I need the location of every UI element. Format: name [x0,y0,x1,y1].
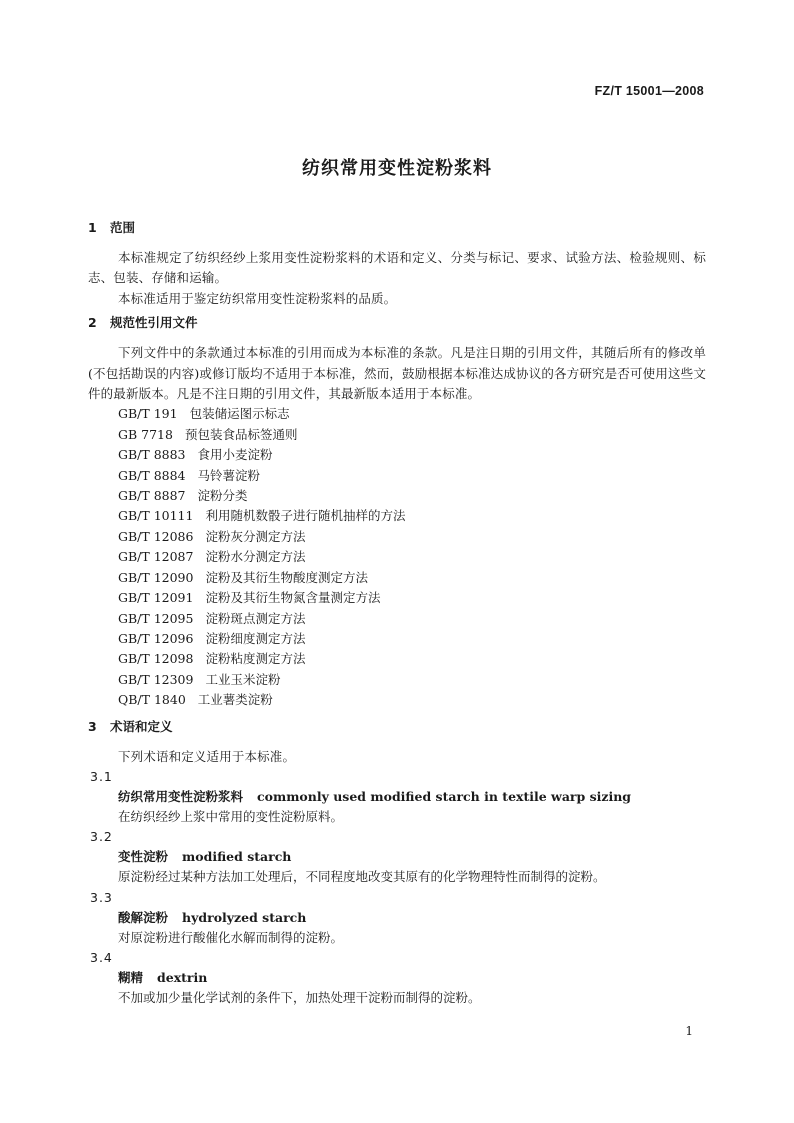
reference-item [118,445,706,465]
reference-item [118,609,706,629]
reference-item [118,568,706,588]
reference-title: 淀粉分类 [197,488,248,504]
reference-item [118,649,706,669]
reference-title: 包装储运图示标志 [189,406,290,422]
reference-code: GB/T 12086 [118,528,194,544]
section-number: 1 [88,220,97,235]
section-title: 范围 [110,220,136,235]
reference-title: 利用随机数骰子进行随机抽样的方法 [205,508,406,524]
reference-list [88,404,706,710]
reference-code: QB/T 1840 [118,692,186,708]
reference-title: 淀粉水分测定方法 [205,549,306,565]
reference-code: GB/T 8887 [118,488,186,504]
reference-code: GB/T 12090 [118,569,194,585]
section-1-paragraph: 本标准规定了纺织经纱上浆用变性淀粉浆料的术语和定义、分类与标记、要求、试验方法、检验规则、标志、包装、存储和运输。 [88,250,706,286]
reference-item [118,486,706,506]
term-zh: 变性淀粉 [118,849,169,865]
section-1-heading [88,218,706,238]
term-en: modified starch [182,849,292,865]
term-name [88,968,706,988]
reference-title: 淀粉细度测定方法 [205,630,306,646]
term-definition: 对原淀粉进行酸催化水解而制得的淀粉。 [118,929,344,945]
reference-code: GB/T 12095 [118,610,194,626]
reference-code: GB/T 12091 [118,590,194,606]
term-en: hydrolyzed starch [182,909,307,925]
reference-title: 马铃薯淀粉 [197,467,261,483]
reference-title: 工业薯类淀粉 [197,692,273,708]
reference-code: GB/T 191 [118,406,178,422]
term-name [88,787,706,807]
section-3-heading [88,717,706,737]
reference-item [118,404,706,424]
reference-code: GB/T 8884 [118,467,186,483]
reference-title: 预包装食品标签通则 [184,426,298,442]
section-title: 规范性引用文件 [110,315,198,331]
reference-item [118,690,706,710]
term-definition: 不加或加少量化学试剂的条件下，加热处理干淀粉而制得的淀粉。 [118,990,481,1006]
section-title: 术语和定义 [110,718,173,734]
reference-code: GB/T 12096 [118,630,194,646]
reference-title: 淀粉斑点测定方法 [205,610,306,626]
document-title: 纺织常用变性淀粉浆料 [302,158,492,179]
reference-item [118,670,706,690]
reference-code: GB/T 12098 [118,651,194,667]
reference-title: 工业玉米淀粉 [205,671,281,687]
term-number: 3.2 [90,829,113,845]
document-body [88,218,706,1009]
page-number: 1 [685,1024,693,1038]
reference-title: 淀粉灰分测定方法 [205,528,306,544]
reference-item [118,588,706,608]
reference-item [118,466,706,486]
reference-code: GB/T 12087 [118,549,194,565]
section-number: 2 [88,315,97,331]
section-3-intro: 下列术语和定义适用于本标准。 [118,748,296,764]
term-number: 3.4 [90,950,113,966]
reference-item [118,629,706,649]
reference-title: 淀粉及其衍生物氮含量测定方法 [205,590,381,606]
reference-title: 淀粉及其衍生物酸度测定方法 [205,569,368,585]
reference-item [118,547,706,567]
term-number: 3.1 [90,768,113,784]
term-zh: 纺织常用变性淀粉浆料 [118,788,244,804]
reference-item [118,425,706,445]
reference-code: GB/T 12309 [118,671,194,687]
section-1-paragraph: 本标准适用于鉴定纺织常用变性淀粉浆料的品质。 [118,290,397,306]
reference-item [118,506,706,526]
reference-code: GB/T 8883 [118,447,186,463]
term-zh: 酸解淀粉 [118,909,169,925]
term-zh: 糊精 [118,970,144,986]
reference-item [118,527,706,547]
reference-code: GB/T 10111 [118,508,194,524]
term-name [88,847,706,867]
reference-title: 淀粉粘度测定方法 [205,651,306,667]
reference-title: 食用小麦淀粉 [197,447,273,463]
term-number: 3.3 [90,889,113,905]
reference-code: GB 7718 [118,426,173,442]
term-en: commonly used modified starch in textile warp sizing [257,788,632,804]
section-2-heading [88,313,706,333]
standard-code: FZ/T 15001—2008 [594,84,704,98]
term-definition: 原淀粉经过某种方法加工处理后，不同程度地改变其原有的化学物理特性而制得的淀粉。 [118,869,606,885]
term-en: dextrin [157,970,208,986]
section-2-intro: 下列文件中的条款通过本标准的引用而成为本标准的条款。凡是注日期的引用文件，其随后所有的修改单(不包括勘误的内容)或修订版均不适用于本标准，然而，鼓励根据本标准达成协议的各方研究是否可使用这些文件的最新版本。凡是不注日期的引用文件，其最新版本适用于本标准。 [88,345,706,402]
section-number: 3 [88,718,97,734]
term-name [88,908,706,928]
term-definition: 在纺织经纱上浆中常用的变性淀粉原料。 [118,808,344,824]
